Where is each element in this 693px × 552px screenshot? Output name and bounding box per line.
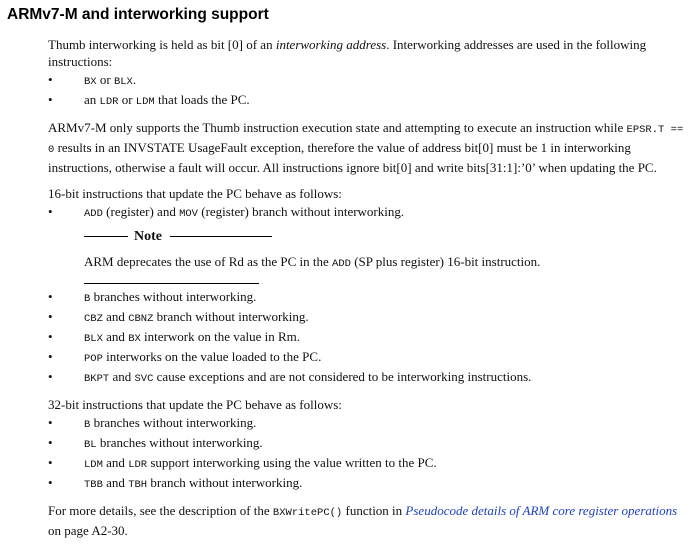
code-term: ADD [84,208,103,220]
section-heading: ARMv7-M and interworking support [7,6,269,23]
bit16-lead: 16-bit instructions that update the PC behave as follows: [48,186,342,201]
note-box [48,225,688,284]
intro-list [48,70,688,110]
code-term: BXWritePC() [272,507,343,519]
list-text: branches without interworking. [90,415,257,430]
section-body [48,36,688,539]
list-item [48,453,688,473]
code-term: BLX [84,333,103,345]
list-item [48,367,688,387]
code-term: SVC [134,373,154,385]
list-text: branches without interworking. [90,289,257,304]
list-text: branch without interworking. [147,475,303,490]
code-term: LDR [99,96,119,108]
list-item [48,473,688,493]
bullet-icon: • [48,309,53,324]
bullet-icon: • [48,369,53,384]
intro-text-end: . Interworking addresses are used in the following instructions: [48,37,647,69]
bullet-icon: • [48,289,53,304]
list-text: support interworking using the value written to the PC. [147,455,437,470]
bit32-lead: 32-bit instructions that update the PC behave as follows: [48,397,342,412]
bullet-icon: • [48,455,53,470]
code-term: LDM [135,96,155,108]
list-item [48,327,688,347]
list-text: interwork on the value in Rm. [140,329,301,344]
code-term: TBH [128,479,148,491]
footer-text: on page A2-30. [48,523,128,538]
list-text: or [96,72,114,87]
thumb-state-paragraph [48,119,688,176]
bullet-icon: • [48,415,53,430]
list-item [48,307,688,327]
list-text: cause exceptions and are not considered to be interworking instructions. [153,369,532,384]
code-term: BX [84,76,97,88]
list-item [48,70,688,90]
list-text: (register) branch without interworking. [197,204,405,219]
code-term: BLX [113,76,133,88]
bullet-icon: • [48,329,53,344]
code-term: BX [128,333,141,345]
bit16-list [48,287,688,387]
list-item [48,413,688,433]
bullet-icon: • [48,349,53,364]
list-text: branch without interworking. [153,309,309,324]
footer-text: For more details, see the description of the [48,503,273,518]
code-term: POP [84,353,103,365]
list-text: or [118,92,136,107]
pseudocode-link[interactable]: Pseudocode details of ARM core register operations [405,503,678,518]
list-item [48,433,688,453]
list-text: and [102,475,129,490]
note-rule-right [170,236,272,237]
list-item [48,90,688,110]
list-item [48,287,688,307]
note-header [84,225,688,247]
list-text: and [102,455,129,470]
footer-paragraph [48,502,688,539]
code-term: ADD [332,258,351,270]
code-term: B [84,419,91,431]
list-item [48,202,688,222]
list-text: and [102,329,129,344]
bit32-list [48,413,688,493]
list-text: and [109,369,135,384]
footer-text: function in [342,503,406,518]
bullet-icon: • [48,204,53,219]
para-text: results in an INVSTATE UsageFault exception, therefore the value of address bit[0] must be 1 in interworking instructions, otherwise a fault will occur. All instructions ignore bit[0] and write bits[31:1]:’0’ when updating the PC. [48,140,657,175]
list-text: an [84,92,100,107]
code-term: MOV [179,208,198,220]
intro-paragraph [48,36,688,70]
bit16-list-first [48,202,688,222]
intro-text: Thumb interworking is held as bit [0] of an [48,37,276,52]
note-text-b: (SP plus register) 16-bit instruction. [350,254,541,269]
code-term: B [84,293,91,305]
note-text-a: ARM deprecates the use of Rd as the PC in the [84,254,333,269]
code-term: CBZ [84,313,103,325]
code-term: LDR [128,459,148,471]
note-text [84,253,688,273]
bullet-icon: • [48,475,53,490]
list-text: . [132,72,137,87]
intro-emphasis: interworking address [275,37,387,52]
bullet-icon: • [48,92,53,107]
code-term: LDM [84,459,103,471]
note-rule-left [84,236,128,237]
code-term: BL [84,439,97,451]
para-text: ARMv7-M only supports the Thumb instruction execution state and attempting to execute an instruction while [48,120,627,135]
code-term: EPSR.T == 0 [48,124,684,156]
list-item [48,347,688,367]
code-term: TBB [84,479,103,491]
code-term: CBNZ [128,313,154,325]
list-text: (register) and [102,204,180,219]
list-text: interworks on the value loaded to the PC. [102,349,322,364]
list-text: and [102,309,129,324]
code-term: BKPT [84,373,110,385]
bullet-icon: • [48,435,53,450]
list-text: branches without interworking. [96,435,263,450]
note-label: Note [134,228,162,244]
list-text: that loads the PC. [154,92,250,107]
bullet-icon: • [48,72,53,87]
